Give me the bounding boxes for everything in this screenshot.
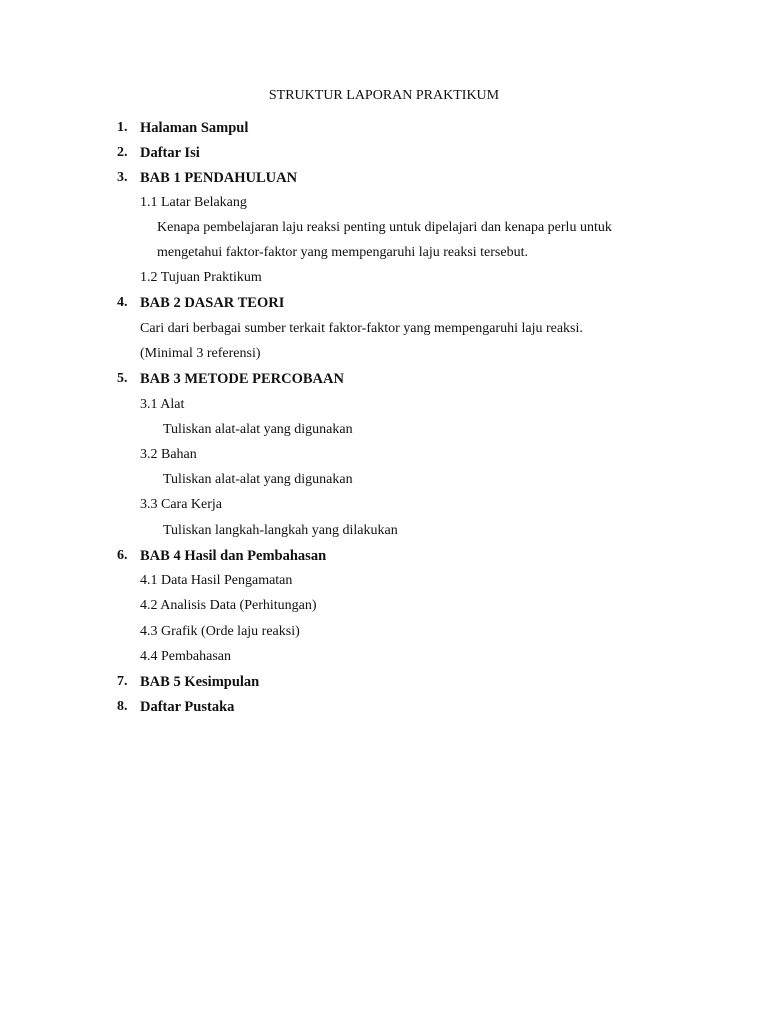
section-number-6: 6.	[117, 548, 128, 563]
section-heading-bab-1: BAB 1 PENDAHULUAN	[140, 170, 298, 186]
section-heading-daftar-pustaka: Daftar Pustaka	[140, 699, 235, 715]
alat-desc: Tuliskan alat-alat yang digunakan	[163, 422, 353, 437]
subsection-grafik: 4.3 Grafik (Orde laju reaksi)	[140, 624, 300, 639]
dasar-teori-desc-line1: Cari dari berbagai sumber terkait faktor-faktor yang mempengaruhi laju reaksi.	[140, 321, 583, 336]
subsection-pembahasan: 4.4 Pembahasan	[140, 649, 231, 664]
bahan-desc: Tuliskan alat-alat yang digunakan	[163, 472, 353, 487]
section-number-3: 3.	[117, 170, 128, 185]
section-heading-daftar-isi: Daftar Isi	[140, 145, 200, 161]
document-title: STRUKTUR LAPORAN PRAKTIKUM	[268, 88, 500, 103]
latar-belakang-desc-line1: Kenapa pembelajaran laju reaksi penting untuk dipelajari dan kenapa perlu untuk	[157, 220, 612, 235]
section-number-7: 7.	[117, 674, 128, 689]
subsection-cara-kerja: 3.3 Cara Kerja	[140, 497, 223, 512]
section-heading-halaman-sampul: Halaman Sampul	[140, 120, 249, 136]
subsection-tujuan-praktikum: 1.2 Tujuan Praktikum	[140, 270, 262, 285]
section-number-4: 4.	[117, 295, 128, 310]
latar-belakang-desc-line2: mengetahui faktor-faktor yang mempengaruhi laju reaksi tersebut.	[157, 245, 528, 260]
subsection-latar-belakang: 1.1 Latar Belakang	[140, 195, 247, 210]
subsection-data-hasil-pengamatan: 4.1 Data Hasil Pengamatan	[140, 573, 293, 588]
cara-kerja-desc: Tuliskan langkah-langkah yang dilakukan	[163, 523, 398, 538]
subsection-bahan: 3.2 Bahan	[140, 447, 197, 462]
section-number-2: 2.	[117, 145, 128, 160]
section-number-8: 8.	[117, 699, 128, 714]
section-heading-bab-2: BAB 2 DASAR TEORI	[140, 295, 285, 311]
section-heading-bab-5: BAB 5 Kesimpulan	[140, 674, 260, 690]
section-number-1: 1.	[117, 120, 128, 135]
subsection-alat: 3.1 Alat	[140, 397, 185, 412]
subsection-analisis-data: 4.2 Analisis Data (Perhitungan)	[140, 598, 317, 613]
section-heading-bab-3: BAB 3 METODE PERCOBAAN	[140, 371, 344, 387]
section-heading-bab-4: BAB 4 Hasil dan Pembahasan	[140, 548, 327, 564]
dasar-teori-desc-line2: (Minimal 3 referensi)	[140, 346, 261, 361]
section-number-5: 5.	[117, 371, 128, 386]
